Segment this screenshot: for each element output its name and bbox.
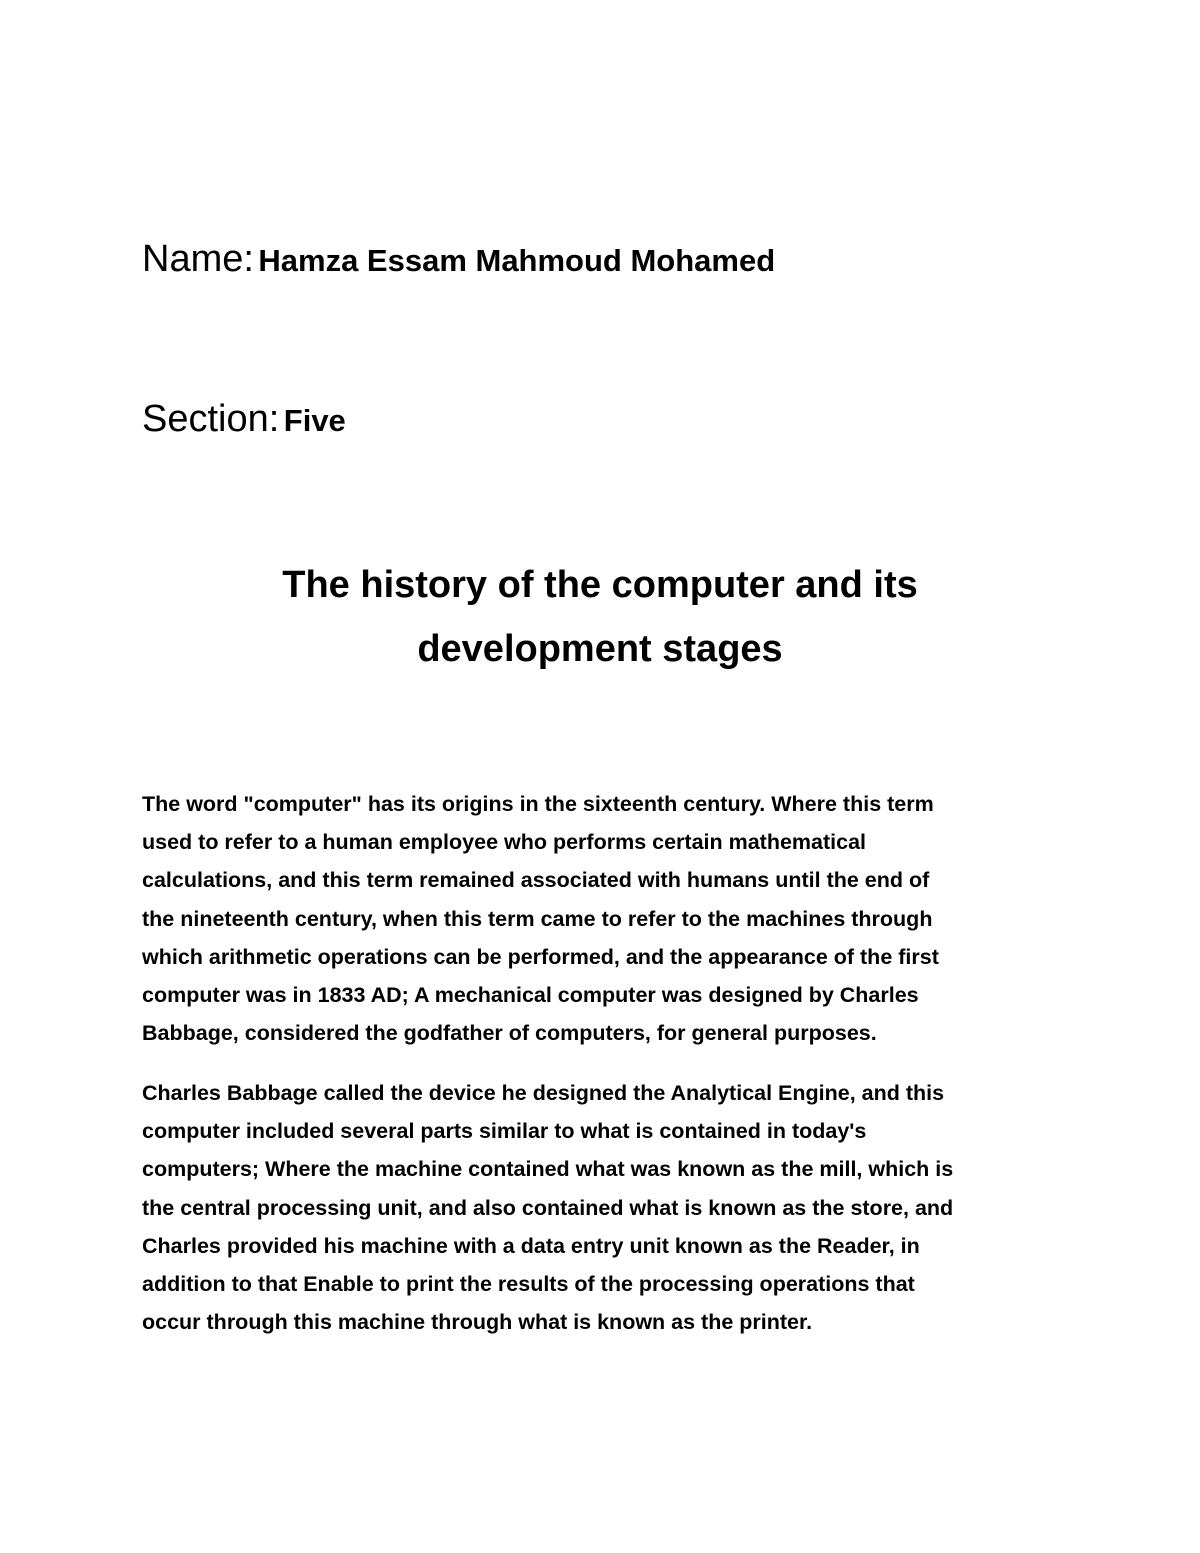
paragraph-line: which arithmetic operations can be performed, and the appearance of the first	[142, 944, 939, 969]
paragraph-line: used to refer to a human employee who performs certain mathematical	[142, 830, 867, 855]
paragraph-line: the nineteenth century, when this term came to refer to the machines through	[142, 906, 933, 931]
body-paragraph-origins	[142, 785, 1072, 1052]
paragraph-line: Charles Babbage called the device he designed the Analytical Engine, and this	[142, 1081, 945, 1105]
paragraph-line: calculations, and this term remained associated with humans until the end of	[142, 868, 930, 893]
name-field	[142, 240, 775, 278]
paragraph-line: Charles provided his machine with a data entry unit known as the Reader, in	[142, 1233, 920, 1258]
document-title	[142, 553, 1058, 681]
paragraph-line: computer included several parts similar to what is contained in today's	[142, 1119, 867, 1144]
paragraph-line: The word "computer" has its origins in the sixteenth century. Where this term	[142, 792, 934, 816]
paragraph-line: occur through this machine through what is known as the printer.	[142, 1310, 813, 1335]
section-field	[142, 400, 346, 438]
title-line: development stages	[417, 628, 783, 670]
paragraph-line: Babbage, considered the godfather of computers, for general purposes.	[142, 1021, 877, 1046]
name-label: Name:	[142, 238, 254, 280]
paragraph-line: computers; Where the machine contained what was known as the mill, which is	[142, 1157, 954, 1182]
section-value: Five	[283, 403, 346, 438]
body-paragraph-analytical-engine	[142, 1074, 1072, 1341]
paragraph-line: addition to that Enable to print the results of the processing operations that	[142, 1272, 915, 1297]
name-value: Hamza Essam Mahmoud Mohamed	[258, 243, 776, 278]
paragraph-line: the central processing unit, and also contained what is known as the store, and	[142, 1195, 954, 1220]
title-line: The history of the computer and its	[282, 564, 918, 606]
section-label: Section:	[142, 398, 280, 440]
paragraph-line: computer was in 1833 AD; A mechanical computer was designed by Charles	[142, 983, 919, 1008]
